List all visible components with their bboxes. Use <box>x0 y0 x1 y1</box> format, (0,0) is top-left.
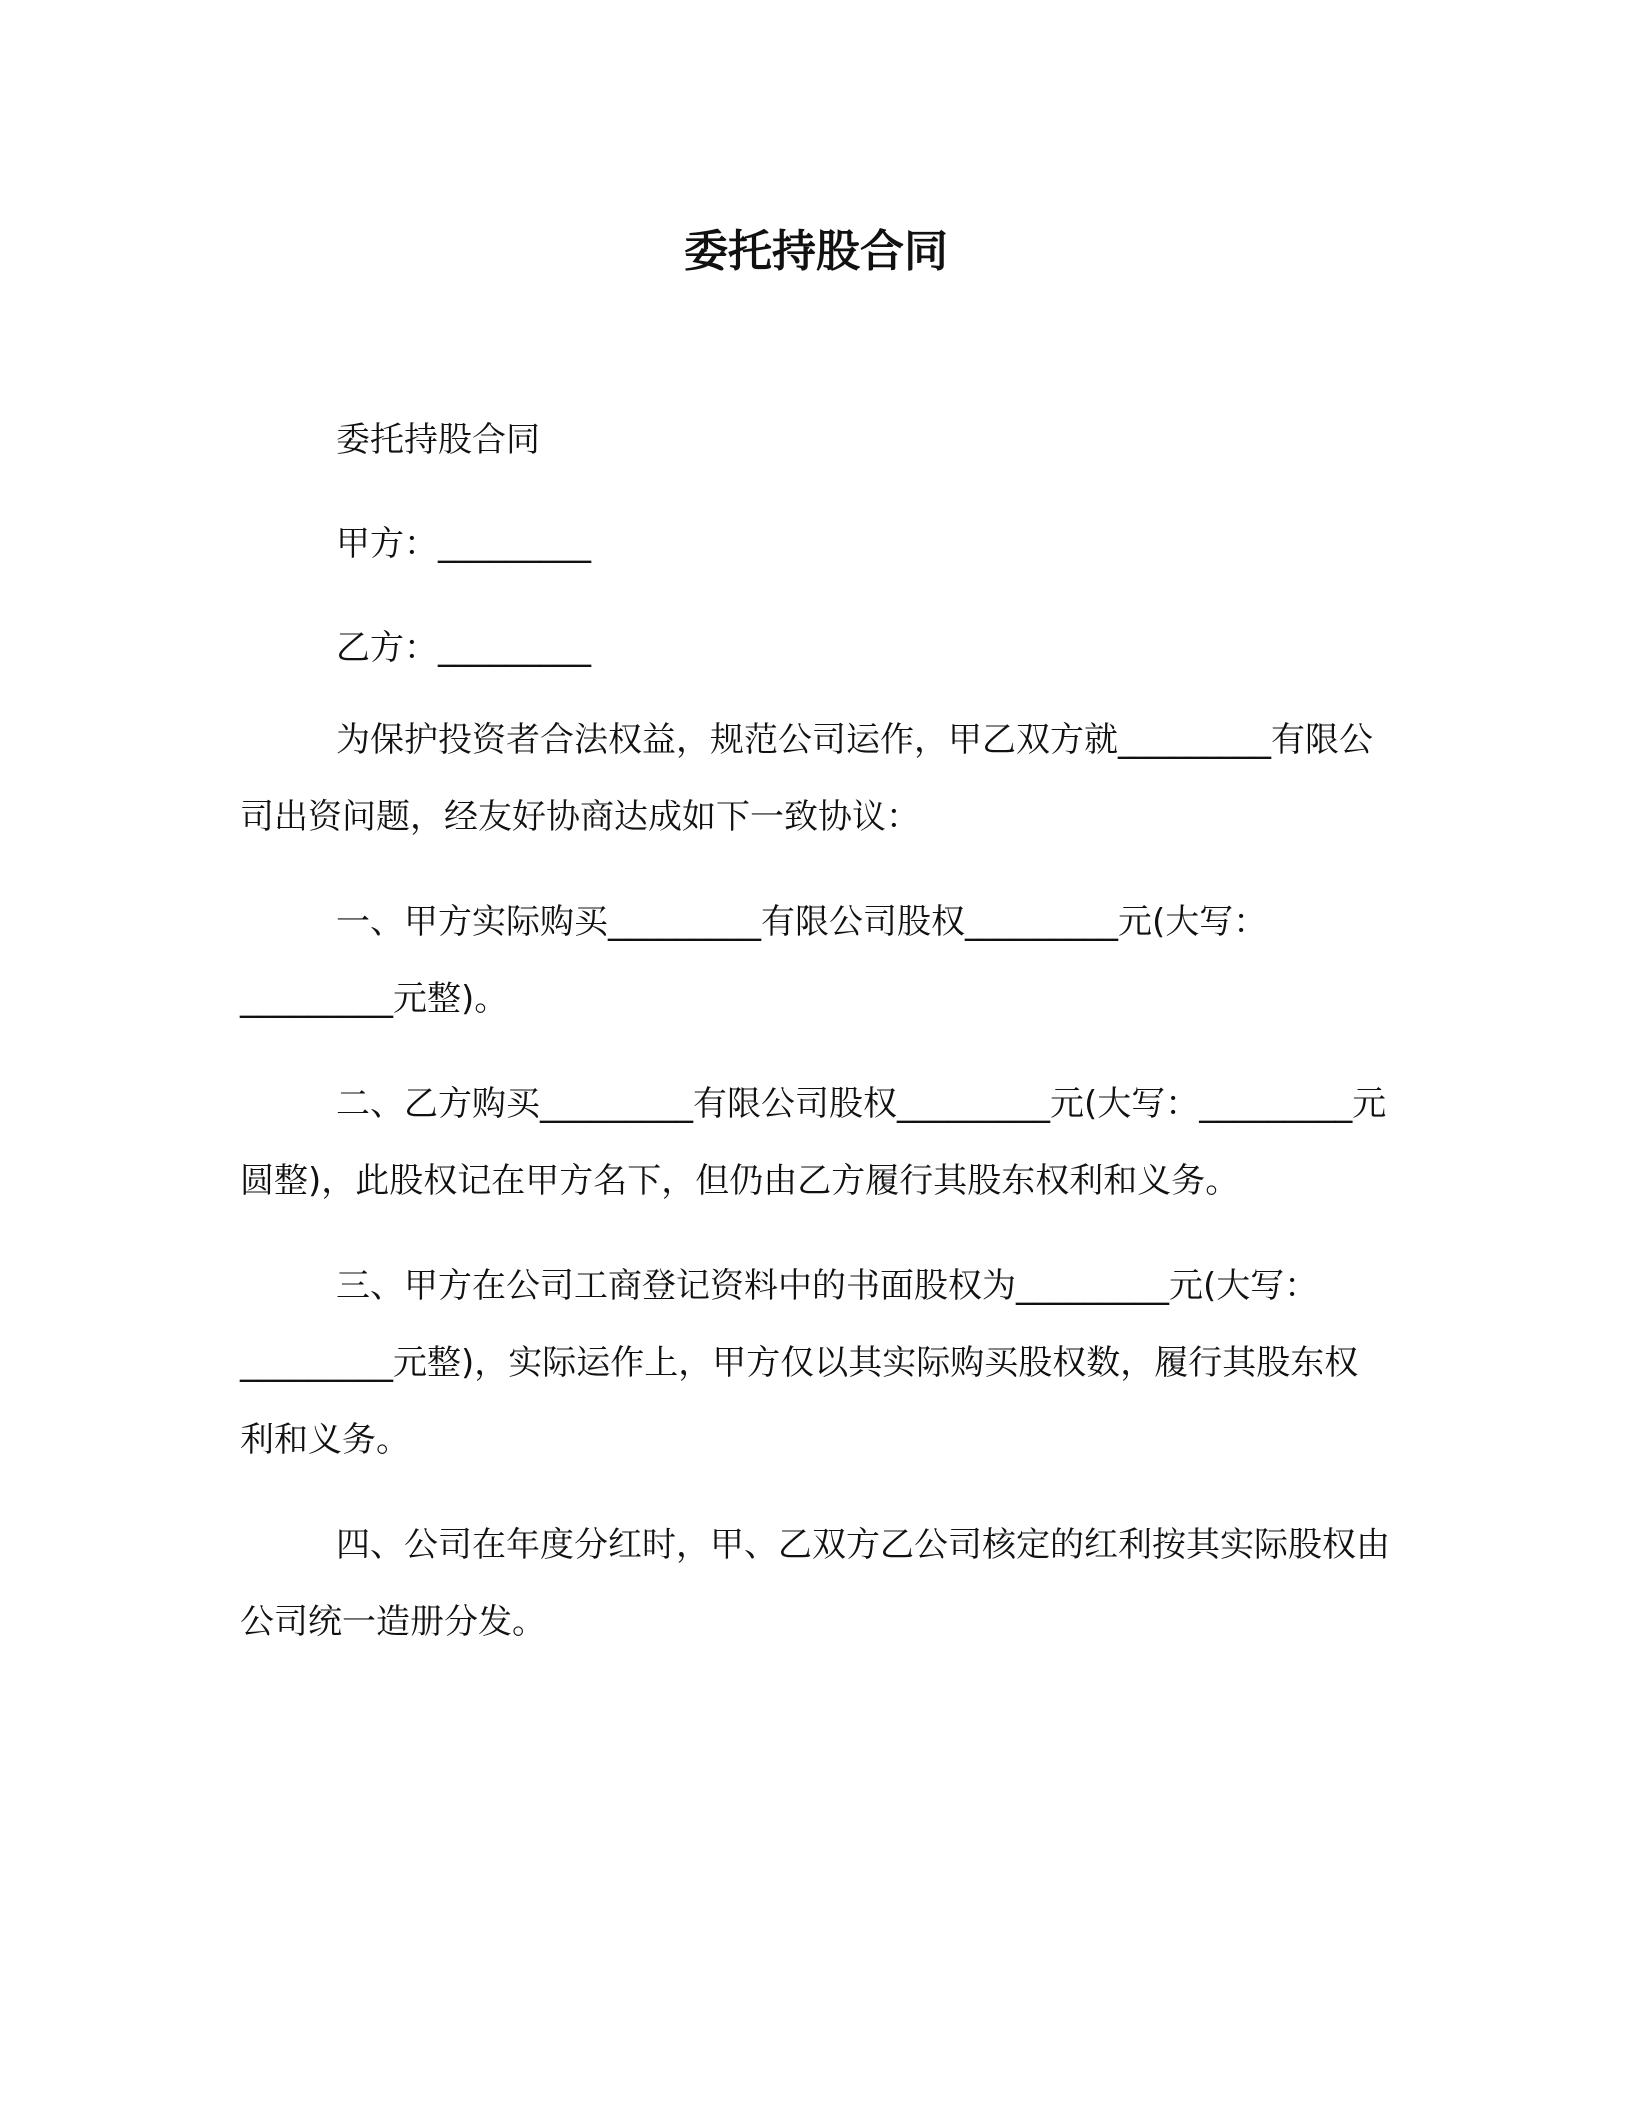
paragraph-clause-3: 三、甲方在公司工商登记资料中的书面股权为_________元(大写：_________元整)，实际运作上，甲方仅以其实际购买股权数，履行其股东权利和义务。 <box>240 1266 1359 1460</box>
paragraph-clause-2: 二、乙方购买_________有限公司股权_________元(大写：_________元圆整)，此股权记在甲方名下，但仍由乙方履行其股东权利和义务。 <box>240 1084 1387 1201</box>
paragraph-party-b: 乙方：_________ <box>336 628 591 668</box>
document-body <box>240 390 1390 1689</box>
paragraph-clause-1: 一、甲方实际购买_________有限公司股权_________元(大写：_________元整)。 <box>240 902 1268 1019</box>
paragraph-party-a: 甲方：_________ <box>336 524 591 564</box>
paragraph-clause-4: 四、公司在年度分红时，甲、乙双方乙公司核定的红利按其实际股权由公司统一造册分发。 <box>240 1525 1390 1642</box>
paragraph-subtitle: 委托持股合同 <box>336 420 540 460</box>
paragraph-preamble: 为保护投资者合法权益，规范公司运作，甲乙双方就_________有限公司出资问题，经友好协商达成如下一致协议： <box>240 720 1373 837</box>
document-title: 委托持股合同 <box>684 226 948 277</box>
